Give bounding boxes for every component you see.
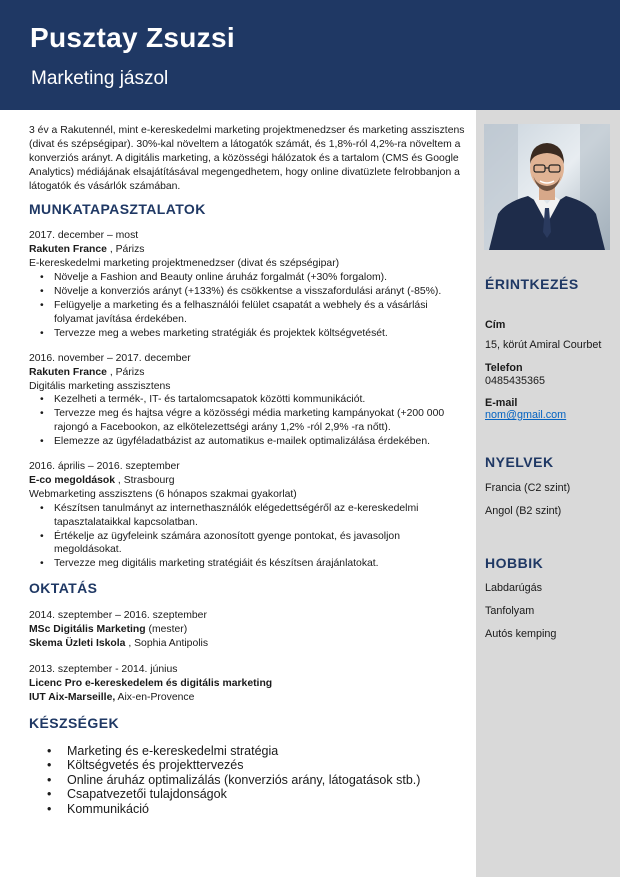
languages-section xyxy=(485,454,615,517)
list-item: • Költségvetés és projekttervezés xyxy=(29,758,466,773)
job-entry xyxy=(29,229,466,340)
edu-location: , Sophia Antipolis xyxy=(125,638,209,649)
edu-dates: 2013. szeptember - 2014. június xyxy=(29,663,178,675)
job-company: Rakuten France xyxy=(29,244,107,256)
list-item: • Online áruház optimalizálás (konverziós arány, látogatások stb.) xyxy=(29,773,466,788)
language-item: Francia (C2 szint) xyxy=(485,482,571,494)
contact-section xyxy=(485,276,615,421)
list-item: • Kezelheti a termék-, IT- és tartalomcsapatok közötti kommunikációt. xyxy=(29,393,466,407)
list-item: • Csapatvezetői tulajdonságok xyxy=(29,787,466,802)
job-location: , Párizs xyxy=(106,244,145,256)
job-title: Marketing jászol xyxy=(31,68,169,89)
job-company-line xyxy=(29,243,466,257)
list-item: • Kommunikáció xyxy=(29,802,466,817)
phone-label: Telefon xyxy=(485,362,523,374)
list-item: • Tervezze meg és hajtsa végre a közösségi média marketing kampányokat (+200 000 rajongó a Facebookon, az elkötelezettségi arány 1,2% -ról 2,9% -ra nőtt). xyxy=(29,407,466,435)
job-entry xyxy=(29,352,466,449)
education-title: OKTATÁS xyxy=(29,580,98,597)
list-item: • Felügyelje a marketing és a felhasználói felület csapatát a webhely és a vásárlási folyamat javítása érdekében. xyxy=(29,299,466,327)
job-role: Webmarketing asszisztens (6 hónapos szakmai gyakorlat) xyxy=(29,488,297,500)
profile-photo xyxy=(484,124,610,250)
job-company: Rakuten France xyxy=(29,366,107,378)
address-label: Cím xyxy=(485,319,506,331)
hobby-item: Labdarúgás xyxy=(485,582,543,594)
edu-school: IUT Aix-Marseille, xyxy=(29,691,116,703)
profile-summary: 3 év a Rakutennél, mint e-kereskedelmi marketing projektmenedzser és marketing asszisztens (divat és szépségipar). 30%-kal növeltem a látogatók számát, és 1,8%-ról 4,2%-ra növeltem a konverziós arányt. A digitális marketing, a közösségi hálózatok és a tartalom (CMS és Google Analytics) médiájának elsajátításával megengedhetem, hogy online divatüzlete felrobbanjon a látogatók és vásárlók számában. xyxy=(29,125,465,192)
experience-title: MUNKATAPASZTALATOK xyxy=(29,200,206,217)
list-item: • Készítsen tanulmányt az internethasználók elégedettségéről az e-kereskedelmi tapasztalataikkal kapcsolatban. xyxy=(29,502,466,530)
email-label: E-mail xyxy=(485,397,518,409)
phone-value: 0485435365 xyxy=(485,375,546,387)
edu-dates: 2014. szeptember – 2016. szeptember xyxy=(29,610,207,622)
education-entry xyxy=(29,609,466,651)
edu-school-line xyxy=(29,691,466,705)
job-dates: 2017. december – most xyxy=(29,230,139,242)
job-role: E-kereskedelmi marketing projektmenedzser (divat és szépségipar) xyxy=(29,258,340,270)
job-bullets xyxy=(29,393,466,449)
list-item: • Tervezze meg digitális marketing stratégiáit és készítsen árajánlatokat. xyxy=(29,557,466,571)
hobby-item: Autós kemping xyxy=(485,628,557,640)
hobby-item: Tanfolyam xyxy=(485,605,535,617)
list-item: • Elemezze az ügyféladatbázist az automatikus e-mailek optimalizálása érdekében. xyxy=(29,435,466,449)
language-item: Angol (B2 szint) xyxy=(485,505,562,517)
person-name: Pusztay Zsuzsi xyxy=(30,22,235,53)
hobbies-section xyxy=(485,555,615,640)
list-item: • Növelje a Fashion and Beauty online áruház forgalmát (+30% forgalom). xyxy=(29,271,466,285)
skills-title: KÉSZSÉGEK xyxy=(29,714,119,731)
languages-title: NYELVEK xyxy=(485,454,554,470)
job-entry xyxy=(29,460,466,571)
skills-list xyxy=(29,744,466,817)
job-location: , Párizs xyxy=(106,366,145,378)
main-column xyxy=(29,124,466,816)
list-item: • Értékelje az ügyfeleink számára azonosított gyenge pontokat, és javasoljon megoldásokat. xyxy=(29,530,466,558)
address-value: 15, körút Amiral Courbet xyxy=(485,339,602,351)
hobbies-title: HOBBIK xyxy=(485,555,544,571)
job-bullets xyxy=(29,502,466,572)
edu-location: Aix-en-Provence xyxy=(115,691,195,703)
edu-degree-line xyxy=(29,623,466,637)
edu-degree: MSc Digitális Marketing xyxy=(29,624,146,636)
job-dates: 2016. április – 2016. szeptember xyxy=(29,461,180,473)
education-entry xyxy=(29,663,466,705)
edu-school-line xyxy=(29,637,466,651)
edu-degree-suffix: (mester) xyxy=(145,624,188,636)
job-company: E-co megoldások xyxy=(29,474,116,486)
email-link[interactable]: nom@gmail.com xyxy=(485,409,567,421)
job-location: , Strasbourg xyxy=(115,474,175,486)
job-role: Digitális marketing asszisztens xyxy=(29,380,171,392)
job-bullets xyxy=(29,271,466,341)
job-company-line xyxy=(29,474,466,488)
job-company-line xyxy=(29,366,466,380)
edu-degree-line xyxy=(29,677,466,691)
contact-title: ÉRINTKEZÉS xyxy=(485,276,579,292)
header-banner xyxy=(0,0,620,110)
list-item: • Tervezze meg a webes marketing stratégiák és projektek költségvetését. xyxy=(29,327,466,341)
list-item: • Növelje a konverziós arányt (+133%) és csökkentse a visszafordulási arányt (-85%). xyxy=(29,285,466,299)
list-item: • Marketing és e-kereskedelmi stratégia xyxy=(29,744,466,759)
job-dates: 2016. november – 2017. december xyxy=(29,352,191,364)
edu-school: Skema Üzleti Iskola xyxy=(29,638,126,649)
edu-degree: Licenc Pro e-kereskedelem és digitális marketing xyxy=(29,677,273,689)
